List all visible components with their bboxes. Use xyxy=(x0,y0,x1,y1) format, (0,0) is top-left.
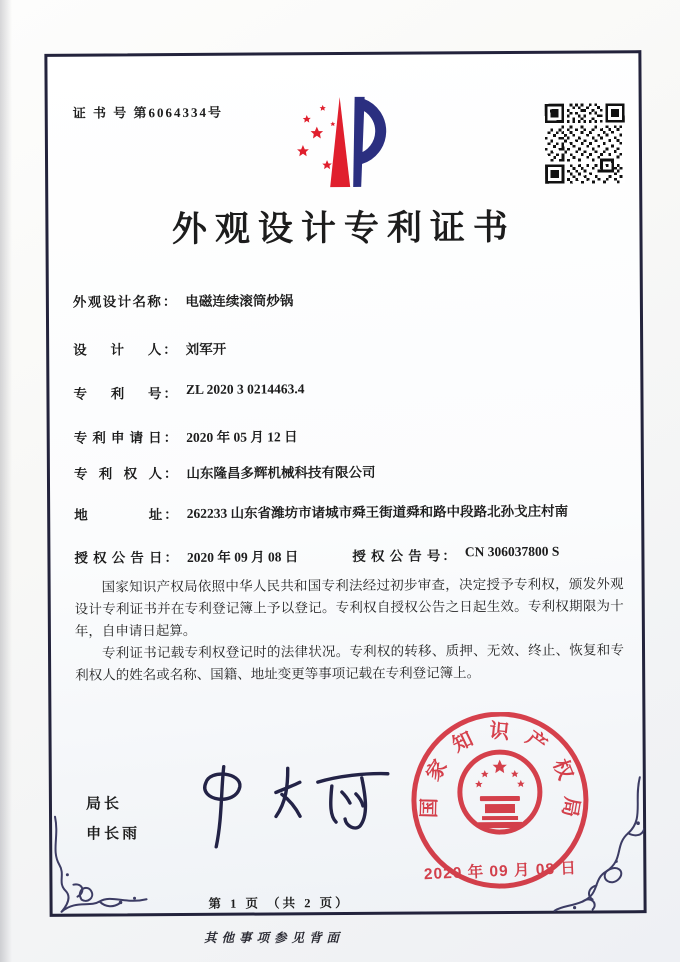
label-colon: ： xyxy=(163,386,177,402)
logo-red-wedge xyxy=(330,97,351,187)
field-label: 授权公告号 xyxy=(352,548,441,564)
field-value: 电磁连续滚筒炒锅 xyxy=(185,293,294,309)
field-grant-date xyxy=(74,545,298,566)
field-value: 2020 年 09 月 08 日 xyxy=(186,549,299,565)
label-colon: ： xyxy=(164,507,178,523)
field-label: 外观设计名称 xyxy=(72,294,161,310)
flourish-bottom-left-icon xyxy=(50,814,153,917)
field-value: 山东隆昌多辉机械科技有限公司 xyxy=(186,464,376,481)
qr-code xyxy=(545,103,625,183)
certificate-frame xyxy=(44,50,646,917)
cnipa-ip-logo-icon xyxy=(276,93,409,198)
field-label: 专利申请日 xyxy=(73,430,162,446)
field-label: 专利号 xyxy=(73,386,162,402)
field-label: 地址 xyxy=(74,507,163,523)
field-value: 262233 山东省潍坊市诸城市舜王街道舜和路中段路北孙戈庄村南 xyxy=(186,503,569,521)
field-value: 2020 年 05 月 12 日 xyxy=(186,429,298,445)
label-colon: ： xyxy=(442,548,456,564)
certificate-title: 外观设计专利证书 xyxy=(171,207,517,250)
field-value: ZL 2020 3 0214463.4 xyxy=(185,381,305,397)
page-info: 第 1 页 （共 2 页） xyxy=(208,895,351,911)
field-patentee xyxy=(74,461,376,483)
field-address xyxy=(74,500,623,524)
field-value: 刘军开 xyxy=(185,341,227,357)
national-emblem xyxy=(460,752,540,832)
field-label: 授权公告日 xyxy=(74,550,163,566)
field-grant-number xyxy=(352,544,559,565)
field-patent-number xyxy=(73,381,304,402)
field-list xyxy=(73,281,624,584)
seal-ring-text: 国家知识产权局 xyxy=(418,719,583,834)
label-colon: ： xyxy=(163,342,177,358)
flourish-bottom-right-icon xyxy=(552,775,645,914)
legal-paragraph-1: 国家知识产权局依照中华人民共和国专利法经过初步审查，决定授予专利权，颁发外观设计专利证书并在专利登记簿上予以登记。专利权自授权公告之日起生效。专利权期限为十年，自申请日起算。 xyxy=(74,576,624,639)
back-note: 其他事项参见背面 xyxy=(203,931,344,945)
field-grant-row xyxy=(74,544,559,567)
legal-paragraph-2: 专利证书记载专利权登记时的法律状况。专利权的转移、质押、无效、终止、恢复和专利权人的姓名或名称、国籍、地址变更等事项记载在专利登记簿上。 xyxy=(75,642,625,683)
logo-stars xyxy=(297,105,336,170)
label-colon: ： xyxy=(164,550,178,566)
field-design-name xyxy=(73,289,294,310)
certificate-number: 证 书 号 第6064334号 xyxy=(72,104,224,121)
field-label: 专利权人 xyxy=(73,466,162,482)
director-name: 申长雨 xyxy=(86,826,141,843)
seal-date: 2020 年 09 月 08 日 xyxy=(423,859,578,884)
field-value: CN 306037800 S xyxy=(464,543,560,560)
label-colon: ： xyxy=(163,466,178,482)
label-colon: ： xyxy=(163,430,178,446)
handwritten-signature xyxy=(180,758,413,855)
field-label: 设计人 xyxy=(73,342,162,358)
director-title: 局长 xyxy=(85,796,123,813)
field-designer xyxy=(73,338,226,359)
field-filing-date xyxy=(74,425,298,446)
label-colon: ： xyxy=(162,294,177,310)
legal-text xyxy=(75,573,625,686)
